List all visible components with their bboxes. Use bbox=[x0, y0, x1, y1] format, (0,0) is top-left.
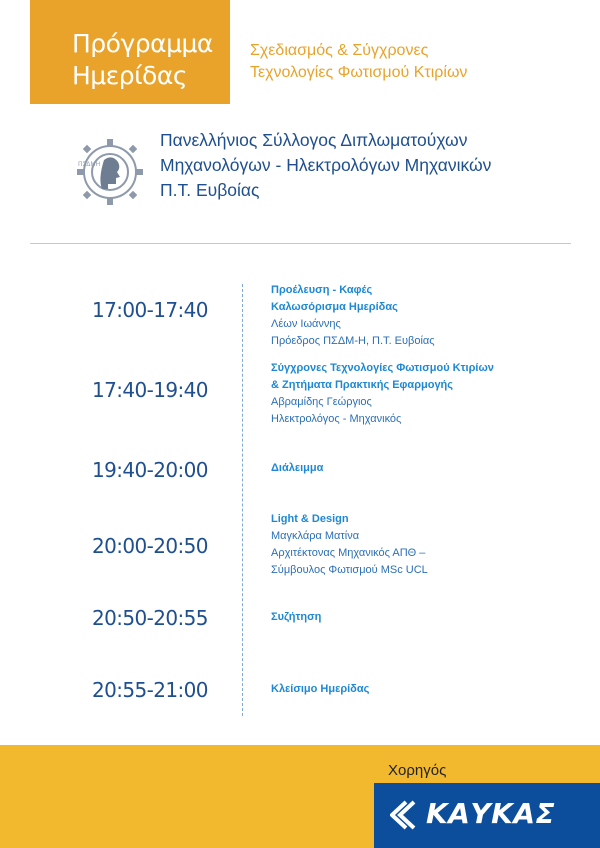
brand-name: ΚΑΥΚΑΣ bbox=[426, 797, 556, 830]
slot-speaker-line: Λέων Ιωάννης bbox=[271, 318, 341, 330]
slot-time: 20:00-20:50 bbox=[92, 534, 208, 558]
brand-logo-icon bbox=[390, 800, 422, 830]
slot-details bbox=[271, 460, 591, 477]
slot-title-line: Σύγχρονες Τεχνολογίες Φωτισμού Κτιρίων bbox=[271, 362, 494, 374]
slot-time: 17:40-19:40 bbox=[92, 378, 208, 402]
slot-title-line: Διάλειμμα bbox=[271, 462, 324, 474]
organization-block bbox=[72, 128, 592, 214]
title-line-2: Ημερίδας bbox=[72, 61, 187, 90]
slot-details bbox=[271, 282, 591, 350]
slot-time: 20:50-20:55 bbox=[92, 606, 208, 630]
subtitle-line-1: Σχεδιασμός & Σύγχρονες bbox=[250, 42, 429, 59]
timeline-dashed-line bbox=[242, 284, 243, 716]
organization-name bbox=[160, 128, 491, 203]
org-name-line-3: Π.Τ. Ευβοίας bbox=[160, 180, 260, 200]
slot-speaker-line: Αρχιτέκτονας Μηχανικός ΑΠΘ – bbox=[271, 547, 426, 559]
sponsor-label: Χορηγός bbox=[388, 762, 447, 779]
slot-time: 20:55-21:00 bbox=[92, 678, 208, 702]
slot-speaker-line: Αβραμίδης Γεώργιος bbox=[271, 396, 372, 408]
event-subtitle bbox=[250, 40, 467, 84]
logo-lettering: ΠΣΔΜΗ bbox=[78, 161, 101, 168]
slot-speaker-line: Σύμβουλος Φωτισμού MSc UCL bbox=[271, 564, 428, 576]
slot-title-line: Κλείσιμο Ημερίδας bbox=[271, 683, 370, 695]
org-name-line-2: Μηχανολόγων - Ηλεκτρολόγων Μηχανικών bbox=[160, 155, 492, 175]
sponsor-footer bbox=[0, 745, 600, 848]
association-logo bbox=[72, 136, 144, 208]
subtitle-line-2: Τεχνολογίες Φωτισμού Κτιρίων bbox=[250, 64, 468, 81]
sponsor-brand bbox=[374, 783, 600, 848]
slot-title-line: Light & Design bbox=[271, 513, 349, 525]
title-line-1: Πρόγραμμα bbox=[72, 29, 213, 58]
slot-speaker-line: Μαγκλάρα Ματίνα bbox=[271, 530, 360, 542]
slot-speaker-line: Ηλεκτρολόγος - Μηχανικός bbox=[271, 413, 402, 425]
slot-time: 17:00-17:40 bbox=[92, 298, 208, 322]
header-divider bbox=[30, 243, 571, 244]
slot-title-line: Συζήτηση bbox=[271, 611, 322, 623]
slot-details bbox=[271, 511, 591, 579]
slot-speaker-line: Πρόεδρος ΠΣΔΜ-Η, Π.Τ. Ευβοίας bbox=[271, 335, 435, 347]
slot-title-line: & Ζητήματα Πρακτικής Εφαρμογής bbox=[271, 379, 453, 391]
program-title-box bbox=[30, 0, 230, 104]
slot-title-line: Προέλευση - Καφές bbox=[271, 284, 373, 296]
slot-details bbox=[271, 609, 591, 626]
slot-time: 19:40-20:00 bbox=[92, 458, 208, 482]
org-name-line-1: Πανελλήνιος Σύλλογος Διπλωματούχων bbox=[160, 130, 468, 150]
slot-title-line: Καλωσόρισμα Ημερίδας bbox=[271, 301, 398, 313]
slot-details bbox=[271, 681, 591, 698]
slot-details bbox=[271, 360, 591, 428]
